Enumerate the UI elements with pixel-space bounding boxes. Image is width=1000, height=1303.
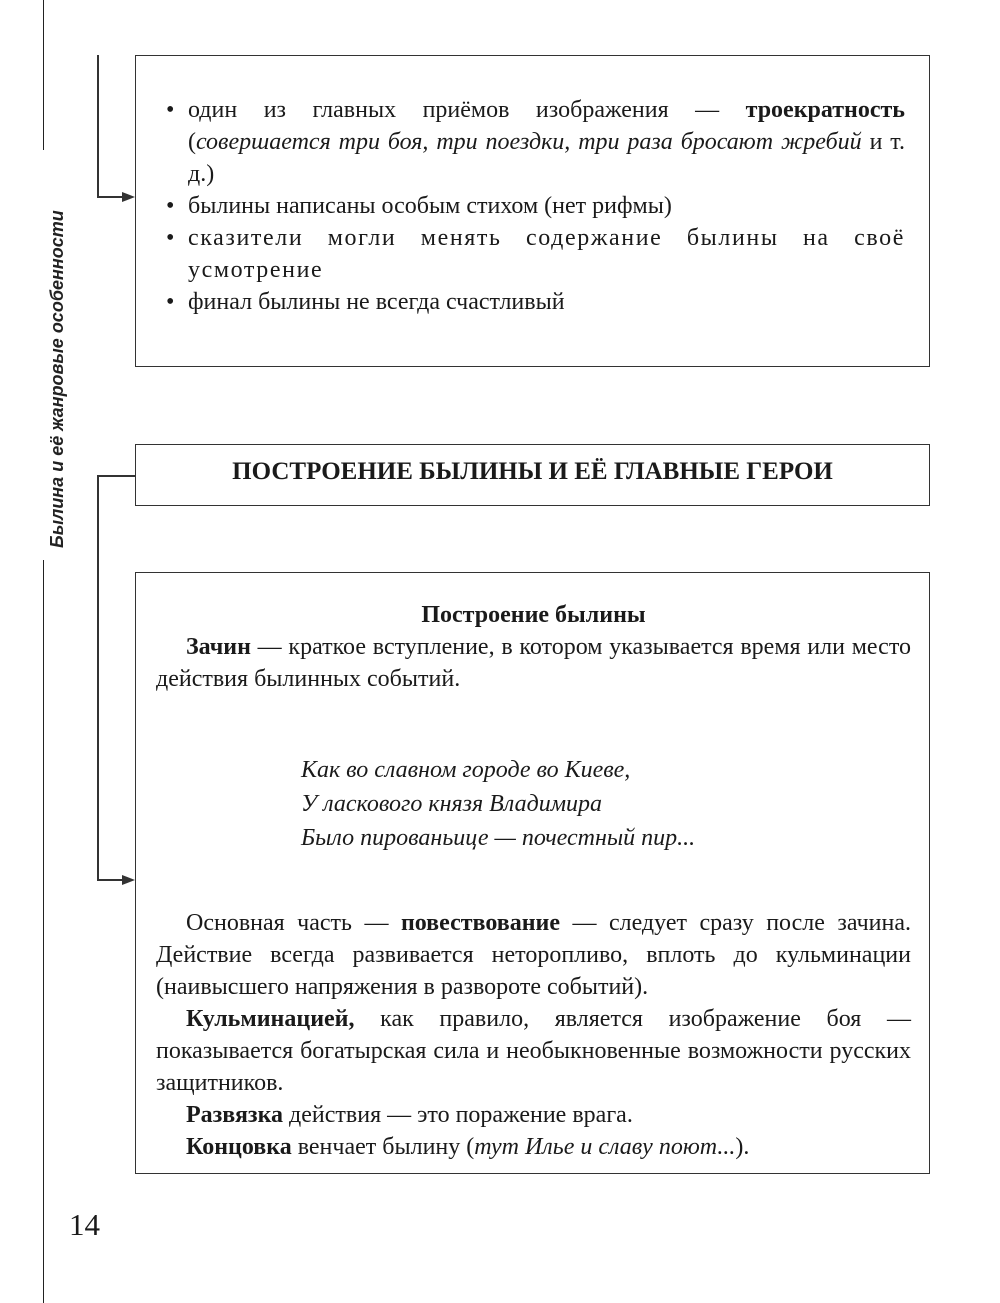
list-item: • финал былины не всегда счастливый xyxy=(166,286,905,318)
poem-line: Было пированьице — почестный пир... xyxy=(301,825,696,851)
connector-2-top xyxy=(97,475,135,477)
structure-title: Построение былины xyxy=(421,602,646,628)
ending-paragraph: Концовка венчает былину (тут Илье и славу поют...). xyxy=(186,1134,750,1160)
arrow-right-icon xyxy=(122,875,135,885)
list-item: • один из главных приёмов изображения — троекратность (совершается три боя, три поездки, три раза бросают жребий и т. д.) xyxy=(166,94,905,190)
connector-2-horizontal xyxy=(97,879,123,881)
side-rule-top xyxy=(43,0,44,150)
connector-1-vertical xyxy=(97,55,99,197)
section-heading: ПОСТРОЕНИЕ БЫЛИНЫ И ЕЁ ГЛАВНЫЕ ГЕРОИ xyxy=(232,458,833,485)
structure-content xyxy=(156,599,911,1163)
features-list xyxy=(166,94,905,318)
list-item: • сказители могли менять содержание былины на своё усмотрение xyxy=(166,222,905,286)
poem-line: Как во славном городе во Киеве, xyxy=(301,757,631,783)
poem-line: У ласкового князя Владимира xyxy=(301,791,603,817)
climax-paragraph: Кульминацией, как правило, является изображение боя — показывается богатырская сила и необыкновенные возможности русских защитников. xyxy=(156,1006,911,1096)
zachin-paragraph: Зачин — краткое вступление, в котором указывается время или место действия былинных событий. xyxy=(156,634,911,692)
term-troekratnost: троекратность xyxy=(745,97,905,123)
connector-1-horizontal xyxy=(97,196,123,198)
connector-2-vertical xyxy=(97,475,99,880)
poem-excerpt xyxy=(301,753,911,855)
structure-box xyxy=(135,572,930,1174)
main-part-paragraph: Основная часть — повествование — следует сразу после зачина. Действие всегда развивается неторопливо, вплоть до кульминации (наивысшего напряжения в развороте событий). xyxy=(156,910,911,1000)
genre-features-box xyxy=(135,55,930,367)
list-item: • былины написаны особым стихом (нет рифмы) xyxy=(166,190,905,222)
section-heading-box xyxy=(135,444,930,506)
arrow-right-icon xyxy=(122,192,135,202)
resolution-paragraph: Развязка действия — это поражение врага. xyxy=(186,1102,633,1128)
side-rule-bottom xyxy=(43,560,44,1303)
page-number: 14 xyxy=(69,1207,100,1242)
section-side-title: Былина и её жанровые особенности xyxy=(47,210,67,548)
